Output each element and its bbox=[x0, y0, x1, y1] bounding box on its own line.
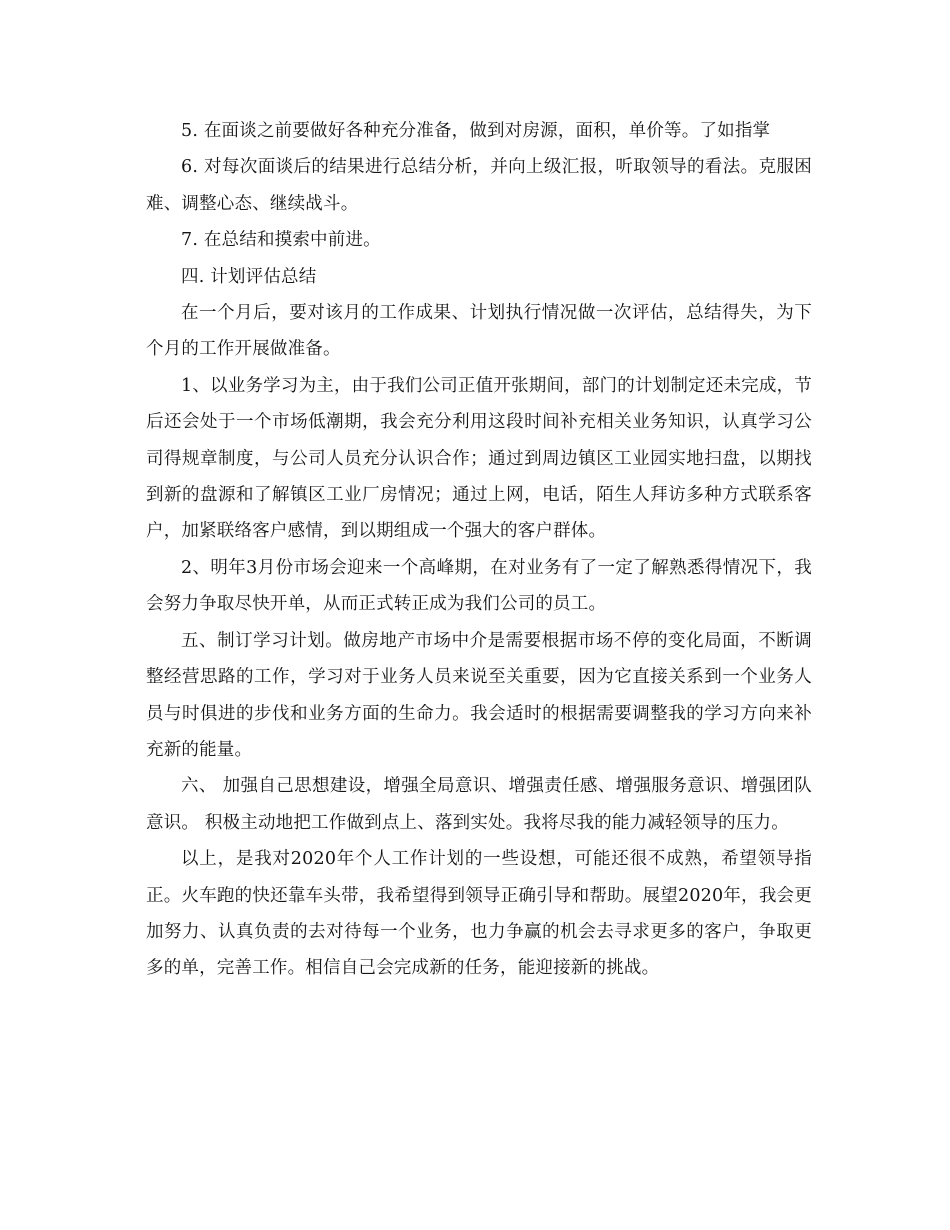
paragraph-study-business: 1、以业务学习为主，由于我们公司正值开张期间，部门的计划制定还未完成，节后还会处于一个市场低潮期，我会充分利用这段时间补充相关业务知识，认真学习公司得规章制度，与公司人员充分认识合作；通过到周边镇区工业园实地扫盘，以期找到新的盘源和了解镇区工业厂房情况；通过上网，电话，陌生人拜访多种方式联系客户，加紧联络客户感情，到以期组成一个强大的客户群体。 bbox=[146, 375, 812, 542]
document-body bbox=[146, 113, 812, 987]
section-heading-plan-evaluation: 四. 计划评估总结 bbox=[181, 266, 317, 287]
paragraph-item-6: 6. 对每次面谈后的结果进行总结分析，并向上级汇报，听取领导的看法。克服困难、调整心态、继续战斗。 bbox=[146, 157, 812, 214]
paragraph-item-5: 5. 在面谈之前要做好各种充分准备，做到对房源，面积，单价等。了如指掌 bbox=[181, 121, 771, 141]
section-self-improvement: 六、 加强自己思想建设，增强全局意识、增强责任感、增强服务意识、增强团队意识。 积极主动地把工作做到点上、落到实处。我将尽我的能力减轻领导的压力。 bbox=[146, 776, 812, 833]
paragraph-item-7: 7. 在总结和摸索中前进。 bbox=[181, 230, 381, 251]
paragraph-march-peak: 2、明年3月份市场会迎来一个高峰期，在对业务有了一定了解熟悉得情况下，我会努力争取尽快开单，从而正式转正成为我们公司的员工。 bbox=[146, 557, 812, 615]
paragraph-evaluation-intro: 在一个月后，要对该月的工作成果、计划执行情况做一次评估，总结得失，为下个月的工作开展做准备。 bbox=[146, 303, 812, 360]
section-learning-plan: 五、制订学习计划。做房地产市场中介是需要根据市场不停的变化局面，不断调整经营思路的工作，学习对于业务人员来说至关重要，因为它直接关系到一个业务人员与时俱进的步伐和业务方面的生命力。我会适时的根据需要调整我的学习方向来补充新的能量。 bbox=[146, 630, 812, 760]
paragraph-conclusion: 以上，是我对2020年个人工作计划的一些设想，可能还很不成熟，希望领导指正。火车跑的快还靠车头带，我希望得到领导正确引导和帮助。展望2020年，我会更加努力、认真负责的去对待每一个业务，也力争赢的机会去寻求更多的客户，争取更多的单，完善工作。相信自己会完成新的任务，能迎接新的挑战。 bbox=[146, 849, 812, 979]
